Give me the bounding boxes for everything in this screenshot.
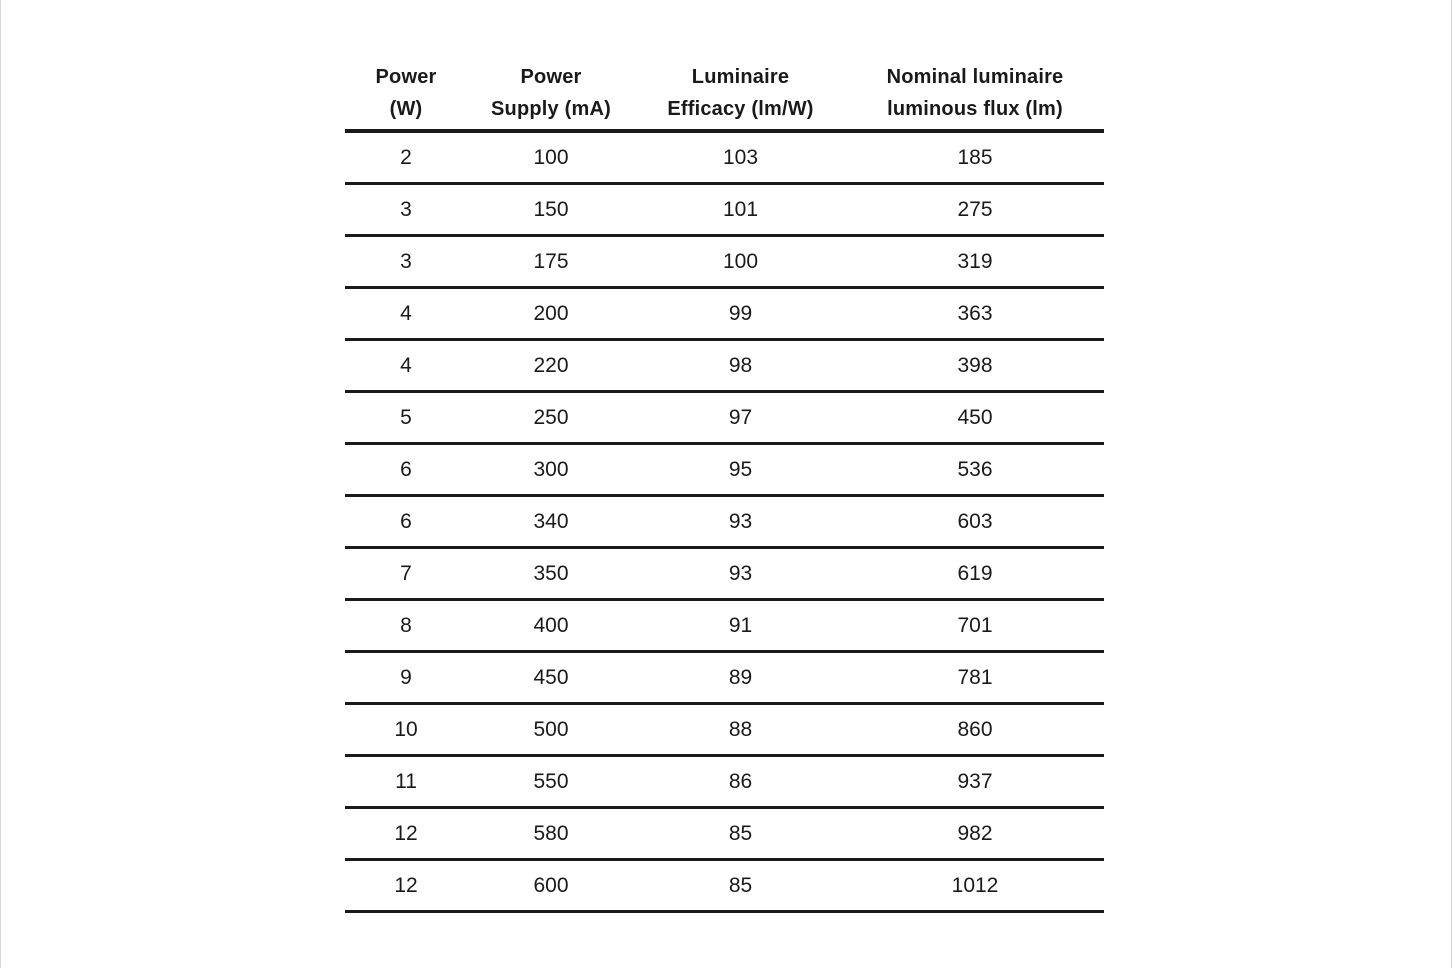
cell-luminous-flux: 363 [846, 288, 1104, 340]
cell-power: 8 [345, 600, 467, 652]
cell-efficacy: 99 [635, 288, 846, 340]
cell-luminous-flux: 781 [846, 652, 1104, 704]
cell-power-supply: 550 [467, 756, 635, 808]
luminaire-data-table [345, 57, 1104, 913]
cell-efficacy: 97 [635, 392, 846, 444]
cell-efficacy: 100 [635, 236, 846, 288]
cell-power: 5 [345, 392, 467, 444]
header-luminous-flux-line1: Nominal luminaire [886, 66, 1064, 88]
cell-luminous-flux: 450 [846, 392, 1104, 444]
table-row [345, 131, 1104, 184]
table-row [345, 444, 1104, 496]
cell-power: 2 [345, 131, 467, 184]
table-row [345, 392, 1104, 444]
header-row [345, 57, 1104, 131]
table-row [345, 600, 1104, 652]
cell-efficacy: 85 [635, 860, 846, 912]
table-row [345, 808, 1104, 860]
cell-power: 3 [345, 184, 467, 236]
cell-power-supply: 250 [467, 392, 635, 444]
header-luminaire-efficacy [635, 57, 846, 131]
cell-power: 12 [345, 860, 467, 912]
cell-luminous-flux: 860 [846, 704, 1104, 756]
page-border-left [0, 0, 1, 968]
table-row [345, 860, 1104, 912]
cell-power-supply: 500 [467, 704, 635, 756]
table-row [345, 704, 1104, 756]
table-row [345, 288, 1104, 340]
header-power-supply-line2: Supply (mA) [491, 98, 611, 120]
cell-power-supply: 175 [467, 236, 635, 288]
header-power-line1: Power [375, 66, 437, 88]
cell-luminous-flux: 1012 [846, 860, 1104, 912]
cell-efficacy: 93 [635, 496, 846, 548]
cell-luminous-flux: 185 [846, 131, 1104, 184]
cell-luminous-flux: 619 [846, 548, 1104, 600]
table-body [345, 131, 1104, 912]
cell-efficacy: 91 [635, 600, 846, 652]
cell-power-supply: 600 [467, 860, 635, 912]
header-power-supply [467, 57, 635, 131]
cell-power: 9 [345, 652, 467, 704]
cell-efficacy: 103 [635, 131, 846, 184]
table-row [345, 756, 1104, 808]
cell-luminous-flux: 319 [846, 236, 1104, 288]
cell-luminous-flux: 701 [846, 600, 1104, 652]
cell-efficacy: 88 [635, 704, 846, 756]
cell-efficacy: 89 [635, 652, 846, 704]
cell-luminous-flux: 982 [846, 808, 1104, 860]
table-row [345, 236, 1104, 288]
cell-power-supply: 340 [467, 496, 635, 548]
cell-power-supply: 200 [467, 288, 635, 340]
cell-luminous-flux: 398 [846, 340, 1104, 392]
cell-power: 11 [345, 756, 467, 808]
cell-power-supply: 150 [467, 184, 635, 236]
header-luminaire-efficacy-line2: Efficacy (lm/W) [667, 98, 814, 120]
cell-efficacy: 85 [635, 808, 846, 860]
cell-efficacy: 98 [635, 340, 846, 392]
cell-power-supply: 300 [467, 444, 635, 496]
luminaire-data-table-container [345, 57, 1104, 913]
cell-efficacy: 93 [635, 548, 846, 600]
header-power-supply-line1: Power [520, 66, 582, 88]
cell-power-supply: 350 [467, 548, 635, 600]
header-luminaire-efficacy-line1: Luminaire [691, 66, 790, 88]
header-luminous-flux-line2: luminous flux (lm) [887, 98, 1063, 120]
header-power [345, 57, 467, 131]
cell-power: 3 [345, 236, 467, 288]
cell-power-supply: 400 [467, 600, 635, 652]
cell-power: 6 [345, 444, 467, 496]
cell-efficacy: 95 [635, 444, 846, 496]
header-power-line2: (W) [389, 98, 423, 120]
cell-power: 12 [345, 808, 467, 860]
cell-power-supply: 450 [467, 652, 635, 704]
table-row [345, 496, 1104, 548]
cell-power: 10 [345, 704, 467, 756]
cell-luminous-flux: 536 [846, 444, 1104, 496]
table-row [345, 184, 1104, 236]
cell-luminous-flux: 275 [846, 184, 1104, 236]
cell-efficacy: 86 [635, 756, 846, 808]
cell-luminous-flux: 937 [846, 756, 1104, 808]
cell-power: 4 [345, 340, 467, 392]
cell-power-supply: 580 [467, 808, 635, 860]
table-row [345, 340, 1104, 392]
cell-power-supply: 100 [467, 131, 635, 184]
cell-power: 4 [345, 288, 467, 340]
cell-power-supply: 220 [467, 340, 635, 392]
cell-power: 7 [345, 548, 467, 600]
header-luminous-flux [846, 57, 1104, 131]
table-row [345, 652, 1104, 704]
table-header [345, 57, 1104, 131]
table-row [345, 548, 1104, 600]
cell-efficacy: 101 [635, 184, 846, 236]
cell-luminous-flux: 603 [846, 496, 1104, 548]
cell-power: 6 [345, 496, 467, 548]
